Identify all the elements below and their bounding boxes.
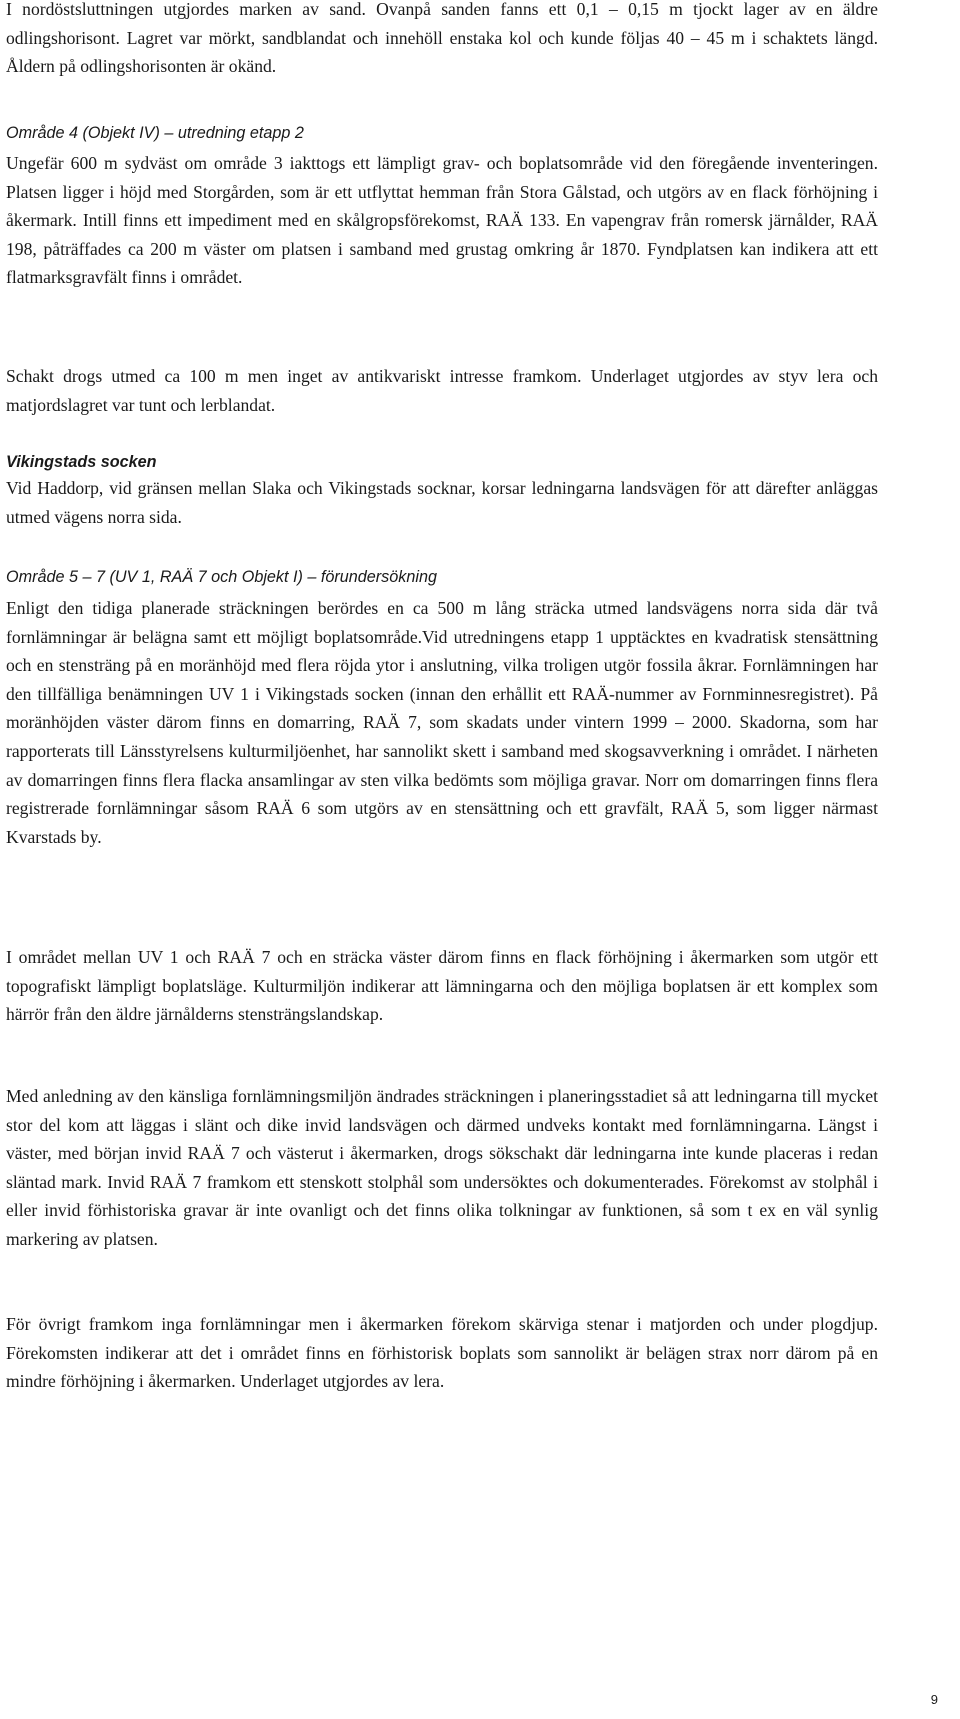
area5-paragraph-1: Enligt den tidiga planerade sträckningen berördes en ca 500 m lång sträcka utmed landsvägens norra sida där två fornlämningar är belägna samt ett möjligt boplatsområde.Vid utredningens etapp 1 upptäcktes en kvadratisk stensättning och en stensträng på en moränhöjd med flera röjda ytor i anslutning, vilka troligen utgör fossila åkrar. Fornlämningen har den tillfälliga benämningen UV 1 i Vikingstads socken (innan den erhållit ett RAÄ-nummer av Fornminnesregistret). På moränhöjden väster därom finns en domarring, RAÄ 7, som skadats under vintern 1999 – 2000. Skadorna, som har rapporterats till Länsstyrelsens kulturmiljöenhet, har sannolikt skett i samband med skogsavverkning i området. I närheten av domarringen finns flera flacka ansamlingar av sten vilka bedömts som möjliga gravar. Norr om domarringen finns flera registrerade fornlämningar såsom RAÄ 6 som utgörs av en stensättning och ett gravfält, RAÄ 5, som ligger närmast Kvarstads by.: [6, 598, 878, 847]
vikingstad-paragraph: Vid Haddorp, vid gränsen mellan Slaka och Vikingstads socknar, korsar ledningarna landsvägen för att därefter anläggas utmed vägens norra sida.: [6, 478, 878, 527]
intro-paragraph: I nordöstsluttningen utgjordes marken av sand. Ovanpå sanden fanns ett 0,1 – 0,15 m tjockt lager av en äldre odlingshorisont. Lagret var mörkt, sandblandat och innehöll enstaka kol och kunde följas 40 – 45 m i schaktets längd. Åldern på odlingshorisonten är okänd.: [6, 0, 878, 77]
page-number: 9: [930, 1692, 938, 1707]
area5-paragraph-4: För övrigt framkom inga fornlämningar men i åkermarken förekom skärviga stenar i matjorden och under plogdjup. Förekomsten indikerar att det i området finns en förhistorisk boplats som sannolikt är belägen strax norr därom på en mindre förhöjning i åkermarken. Underlaget utgjordes av lera.: [6, 1314, 878, 1392]
area5-paragraph-2: I området mellan UV 1 och RAÄ 7 och en sträcka väster därom finns en flack förhöjning i åkermarken som utgör ett topografiskt lämpligt boplatsläge. Kulturmiljön indikerar att lämningarna och den möjliga boplatsen är ett komplex som härrör från den äldre järnålderns stensträngslandskap.: [6, 947, 878, 1025]
area4-paragraph-1: Ungefär 600 m sydväst om område 3 iakttogs ett lämpligt grav- och boplatsområde vid den föregående inventeringen. Platsen ligger i höjd med Storgården, som är ett utflyttat hemman från Stora Gålstad, och utgörs av en flack förhöjning i åkermark. Intill finns ett impediment med en skålgropsförekomst, RAÄ 133. En vapengrav från romersk järnålder, RAÄ 198, påträffades ca 200 m väster om platsen i samband med grustag omkring år 1870. Fyndplatsen kan indikera att ett flatmarksgravfält finns i området.: [6, 153, 878, 288]
vikingstad-heading: Vikingstads socken: [6, 453, 157, 471]
area4-heading: Område 4 (Objekt IV) – utredning etapp 2: [6, 124, 304, 142]
area5-paragraph-3: Med anledning av den känsliga fornlämningsmiljön ändrades sträckningen i planeringsstadiet så att ledningarna till mycket stor del kom att läggas i slänt och dike invid landsvägen och därmed undveks kontakt med fornlämningarna. Längst i väster, med början invid RAÄ 7 och västerut i åkermarken, drogs sökschakt där ledningarna inte kunde placeras i redan släntad mark. Invid RAÄ 7 framkom ett stenskott stolphål som undersöktes och dokumenterades. Förekomst av stolphål i eller invid förhistoriska gravar är inte ovanligt och det finns olika tolkningar av funktionen, så som t ex en väl synlig markering av platsen.: [6, 1086, 878, 1249]
area4-paragraph-2: Schakt drogs utmed ca 100 m men inget av antikvariskt intresse framkom. Underlaget utgjordes av styv lera och matjordslagret var tunt och lerblandat.: [6, 366, 878, 415]
area5-heading: Område 5 – 7 (UV 1, RAÄ 7 och Objekt I) – förundersökning: [6, 568, 437, 586]
